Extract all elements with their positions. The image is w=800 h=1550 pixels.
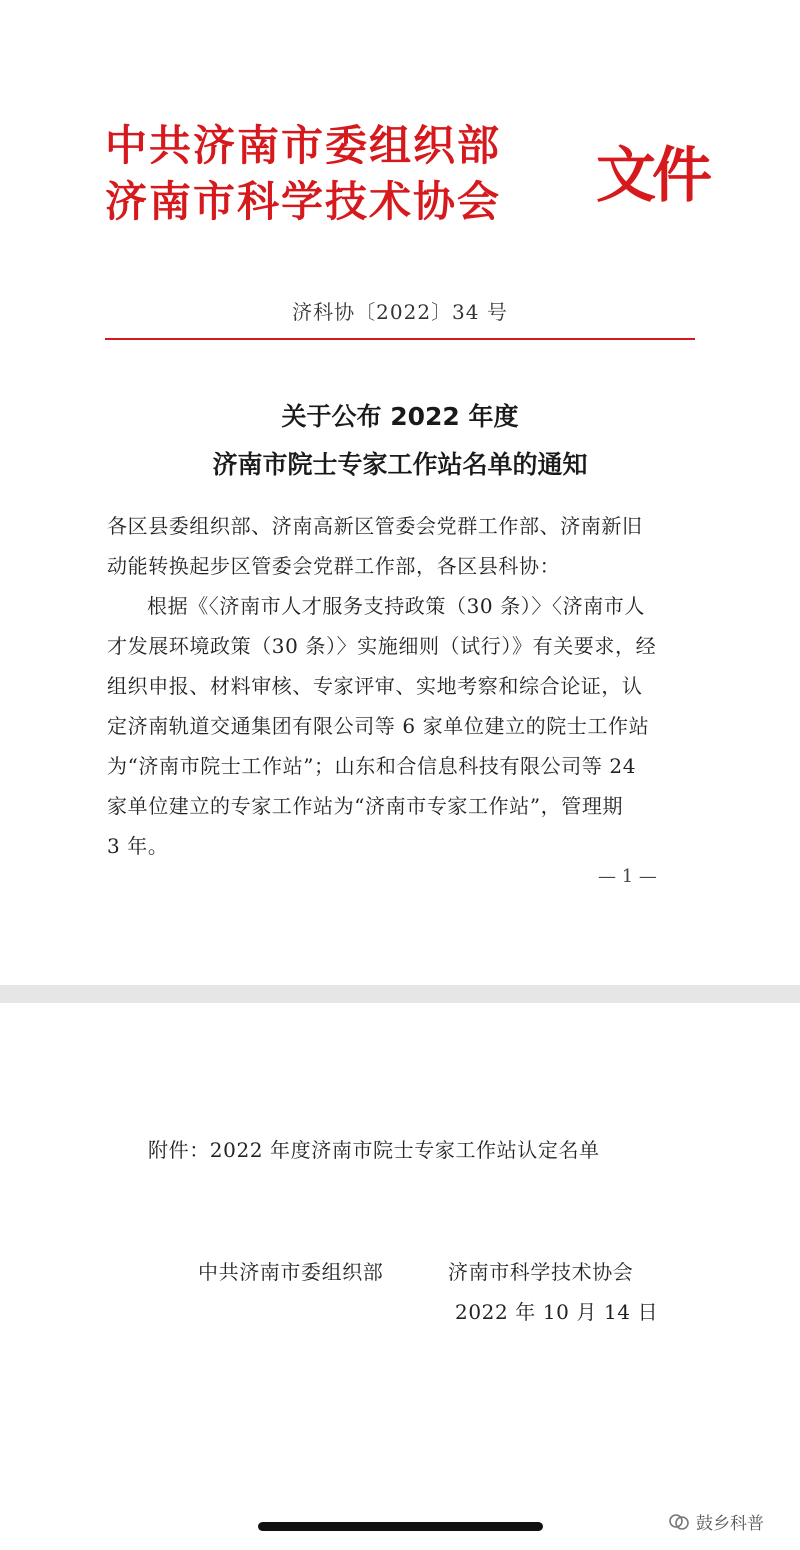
document-number: 济科协〔2022〕34 号 (292, 300, 508, 324)
signatory-organization-2: 济南市科学技术协会 (448, 1260, 634, 1284)
title-line-2: 济南市院士专家工作站名单的通知 (212, 450, 588, 479)
wechat-official-account-icon (668, 1512, 690, 1532)
document-page-2 (0, 1003, 800, 1550)
body-line: 为“济南市院士工作站”；山东和合信息科技有限公司等 24 (107, 754, 637, 778)
body-line: 组织申报、材料审核、专家评审、实地考察和综合论证，认 (107, 674, 643, 698)
page-separator (0, 985, 800, 1003)
account-watermark (668, 1509, 764, 1534)
signatory-organization-1: 中共济南市委组织部 (198, 1260, 384, 1284)
red-divider-line (105, 338, 695, 340)
body-line: 定济南轨道交通集团有限公司等 6 家单位建立的院士工作站 (107, 714, 650, 738)
watermark-text: 鼓乡科普 (696, 1514, 764, 1534)
home-indicator-bar[interactable] (258, 1522, 543, 1531)
body-line: 3 年。 (107, 834, 169, 858)
issuer-line-2: 济南市科学技术协会 (105, 177, 502, 226)
title-line-1: 关于公布 2022 年度 (281, 402, 519, 431)
signature-date: 2022 年 10 月 14 日 (455, 1300, 659, 1324)
body-line: 才发展环境政策（30 条）〉实施细则（试行）》有关要求，经 (107, 634, 657, 658)
body-line: 动能转换起步区管委会党群工作部，各区县科协： (107, 554, 561, 578)
issuer-line-1: 中共济南市委组织部 (105, 121, 502, 170)
issuing-organizations (105, 118, 501, 230)
body-line: 根据《〈济南市人才服务支持政策（30 条）〉〈济南市人 (147, 594, 646, 618)
body-line: 家单位建立的专家工作站为“济南市专家工作站”，管理期 (107, 794, 624, 818)
attachment-line: 附件：2022 年度济南市院士专家工作站认定名单 (148, 1138, 600, 1162)
document-title (0, 393, 800, 489)
document-body (107, 506, 697, 866)
body-line: 各区县委组织部、济南高新区管委会党群工作部、济南新旧 (107, 514, 643, 538)
document-label: 文件 (596, 141, 708, 211)
page-number: — 1 — (598, 866, 657, 887)
